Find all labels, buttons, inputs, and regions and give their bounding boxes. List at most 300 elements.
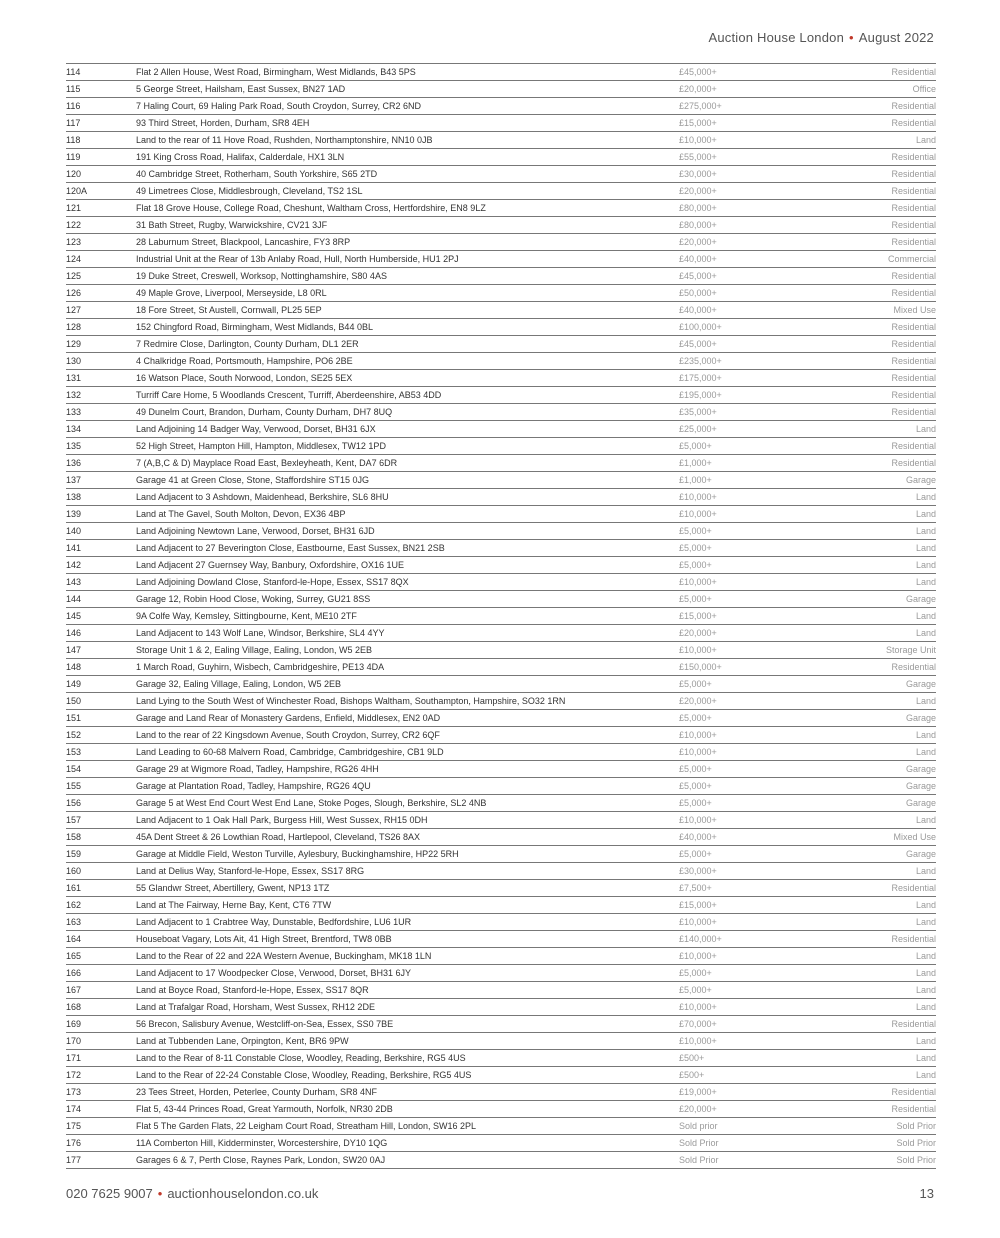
property-type: Residential <box>829 438 936 455</box>
lot-address: Garage 41 at Green Close, Stone, Staffordshire ST15 0JG <box>136 472 679 489</box>
property-type: Garage <box>829 795 936 812</box>
lot-address: 9A Colfe Way, Kemsley, Sittingbourne, Kent, ME10 2TF <box>136 608 679 625</box>
guide-price: £10,000+ <box>679 727 829 744</box>
lot-address: Garage and Land Rear of Monastery Gardens, Enfield, Middlesex, EN2 0AD <box>136 710 679 727</box>
guide-price: £5,000+ <box>679 523 829 540</box>
property-type: Residential <box>829 455 936 472</box>
property-type: Land <box>829 574 936 591</box>
guide-price: £40,000+ <box>679 829 829 846</box>
guide-price: £20,000+ <box>679 693 829 710</box>
guide-price: £5,000+ <box>679 438 829 455</box>
lot-number: 159 <box>66 846 136 863</box>
guide-price: £80,000+ <box>679 217 829 234</box>
lot-row[interactable] <box>66 659 936 676</box>
property-type: Land <box>829 506 936 523</box>
guide-price: £20,000+ <box>679 234 829 251</box>
lot-row[interactable] <box>66 1050 936 1067</box>
lot-address: Land Adjoining Dowland Close, Stanford-le-Hope, Essex, SS17 8QX <box>136 574 679 591</box>
guide-price: £30,000+ <box>679 863 829 880</box>
property-type: Land <box>829 523 936 540</box>
property-type: Residential <box>829 64 936 81</box>
lot-row[interactable] <box>66 421 936 438</box>
guide-price: £20,000+ <box>679 1101 829 1118</box>
lot-row[interactable] <box>66 336 936 353</box>
lot-number: 151 <box>66 710 136 727</box>
lot-number: 121 <box>66 200 136 217</box>
lot-row[interactable] <box>66 149 936 166</box>
property-type: Land <box>829 1033 936 1050</box>
property-type: Residential <box>829 217 936 234</box>
property-type: Residential <box>829 659 936 676</box>
lot-address: Land Adjacent to 1 Crabtree Way, Dunstable, Bedfordshire, LU6 1UR <box>136 914 679 931</box>
lot-row[interactable] <box>66 489 936 506</box>
property-type: Garage <box>829 778 936 795</box>
guide-price: £15,000+ <box>679 115 829 132</box>
lot-row[interactable] <box>66 251 936 268</box>
lot-number: 155 <box>66 778 136 795</box>
lot-number: 148 <box>66 659 136 676</box>
lot-row[interactable] <box>66 285 936 302</box>
lot-address: 7 (A,B,C & D) Mayplace Road East, Bexleyheath, Kent, DA7 6DR <box>136 455 679 472</box>
guide-price: £10,000+ <box>679 999 829 1016</box>
property-type: Residential <box>829 387 936 404</box>
lot-row[interactable] <box>66 353 936 370</box>
lot-row[interactable] <box>66 200 936 217</box>
lot-number: 114 <box>66 64 136 81</box>
property-type: Land <box>829 914 936 931</box>
lot-address: Land Adjacent to 17 Woodpecker Close, Verwood, Dorset, BH31 6JY <box>136 965 679 982</box>
property-type: Land <box>829 693 936 710</box>
lot-number: 157 <box>66 812 136 829</box>
lot-row[interactable] <box>66 438 936 455</box>
property-type: Garage <box>829 846 936 863</box>
lot-address: 16 Watson Place, South Norwood, London, SE25 5EX <box>136 370 679 387</box>
lot-number: 116 <box>66 98 136 115</box>
lot-number: 136 <box>66 455 136 472</box>
property-type: Residential <box>829 1101 936 1118</box>
guide-price: £5,000+ <box>679 761 829 778</box>
lot-row[interactable] <box>66 812 936 829</box>
property-type: Residential <box>829 183 936 200</box>
property-type: Land <box>829 421 936 438</box>
guide-price: £5,000+ <box>679 540 829 557</box>
property-type: Residential <box>829 115 936 132</box>
lot-row[interactable] <box>66 574 936 591</box>
lot-row[interactable] <box>66 608 936 625</box>
lot-address: Land to the Rear of 8-11 Constable Close, Woodley, Reading, Berkshire, RG5 4US <box>136 1050 679 1067</box>
guide-price: £45,000+ <box>679 64 829 81</box>
lot-address: 1 March Road, Guyhirn, Wisbech, Cambridgeshire, PE13 4DA <box>136 659 679 676</box>
lot-row[interactable] <box>66 863 936 880</box>
lot-address: Land at Tubbenden Lane, Orpington, Kent, BR6 9PW <box>136 1033 679 1050</box>
lot-number: 166 <box>66 965 136 982</box>
lot-number: 174 <box>66 1101 136 1118</box>
property-type: Residential <box>829 98 936 115</box>
lot-address: 23 Tees Street, Horden, Peterlee, County Durham, SR8 4NF <box>136 1084 679 1101</box>
lot-address: 5 George Street, Hailsham, East Sussex, BN27 1AD <box>136 81 679 98</box>
lot-number: 119 <box>66 149 136 166</box>
property-type: Garage <box>829 761 936 778</box>
lot-number: 146 <box>66 625 136 642</box>
guide-price: £20,000+ <box>679 81 829 98</box>
guide-price: £100,000+ <box>679 319 829 336</box>
lot-row[interactable] <box>66 1152 936 1169</box>
lot-number: 145 <box>66 608 136 625</box>
property-type: Residential <box>829 1084 936 1101</box>
lot-number: 175 <box>66 1118 136 1135</box>
guide-price: £5,000+ <box>679 846 829 863</box>
lot-number: 126 <box>66 285 136 302</box>
guide-price: Sold Prior <box>679 1152 829 1169</box>
lot-address: Land Adjacent to 1 Oak Hall Park, Burgess Hill, West Sussex, RH15 0DH <box>136 812 679 829</box>
lot-row[interactable] <box>66 1016 936 1033</box>
lot-address: 52 High Street, Hampton Hill, Hampton, Middlesex, TW12 1PD <box>136 438 679 455</box>
property-type: Land <box>829 965 936 982</box>
lot-number: 125 <box>66 268 136 285</box>
lot-address: Garage at Plantation Road, Tadley, Hampshire, RG26 4QU <box>136 778 679 795</box>
lot-row[interactable] <box>66 132 936 149</box>
property-type: Office <box>829 81 936 98</box>
lot-row[interactable] <box>66 217 936 234</box>
lot-number: 171 <box>66 1050 136 1067</box>
guide-price: £235,000+ <box>679 353 829 370</box>
property-type: Land <box>829 1067 936 1084</box>
lot-number: 131 <box>66 370 136 387</box>
lot-address: 191 King Cross Road, Halifax, Calderdale, HX1 3LN <box>136 149 679 166</box>
lot-address: 7 Haling Court, 69 Haling Park Road, South Croydon, Surrey, CR2 6ND <box>136 98 679 115</box>
lot-number: 142 <box>66 557 136 574</box>
lot-address: 49 Maple Grove, Liverpool, Merseyside, L8 0RL <box>136 285 679 302</box>
lot-row[interactable] <box>66 710 936 727</box>
guide-price: £5,000+ <box>679 778 829 795</box>
lot-number: 134 <box>66 421 136 438</box>
lot-address: Land Adjacent 27 Guernsey Way, Banbury, Oxfordshire, OX16 1UE <box>136 557 679 574</box>
property-type: Garage <box>829 591 936 608</box>
guide-price: £70,000+ <box>679 1016 829 1033</box>
property-type: Sold Prior <box>829 1118 936 1135</box>
guide-price: £80,000+ <box>679 200 829 217</box>
guide-price: £10,000+ <box>679 744 829 761</box>
lot-number: 177 <box>66 1152 136 1169</box>
property-type: Garage <box>829 710 936 727</box>
lot-number: 135 <box>66 438 136 455</box>
lot-number: 168 <box>66 999 136 1016</box>
lot-row[interactable] <box>66 1101 936 1118</box>
guide-price: £25,000+ <box>679 421 829 438</box>
property-type: Storage Unit <box>829 642 936 659</box>
lot-row[interactable] <box>66 999 936 1016</box>
lot-address: 19 Duke Street, Creswell, Worksop, Nottinghamshire, S80 4AS <box>136 268 679 285</box>
page-number: 13 <box>919 1186 934 1201</box>
lot-row[interactable] <box>66 693 936 710</box>
lot-number: 132 <box>66 387 136 404</box>
guide-price: £10,000+ <box>679 812 829 829</box>
guide-price: £20,000+ <box>679 625 829 642</box>
lot-row[interactable] <box>66 676 936 693</box>
property-type: Residential <box>829 268 936 285</box>
lot-row[interactable] <box>66 744 936 761</box>
catalogue-date: August 2022 <box>858 30 934 45</box>
lot-address: 49 Limetrees Close, Middlesbrough, Cleveland, TS2 1SL <box>136 183 679 200</box>
guide-price: £7,500+ <box>679 880 829 897</box>
guide-price: £275,000+ <box>679 98 829 115</box>
guide-price: £40,000+ <box>679 302 829 319</box>
property-type: Land <box>829 982 936 999</box>
lot-address: 56 Brecon, Salisbury Avenue, Westcliff-on-Sea, Essex, SS0 7BE <box>136 1016 679 1033</box>
phone-number[interactable]: 020 7625 9007 <box>66 1186 153 1201</box>
lot-address: Land at Boyce Road, Stanford-le-Hope, Essex, SS17 8QR <box>136 982 679 999</box>
lot-row[interactable] <box>66 302 936 319</box>
guide-price: £19,000+ <box>679 1084 829 1101</box>
property-type: Sold Prior <box>829 1152 936 1169</box>
lot-number: 167 <box>66 982 136 999</box>
lot-row[interactable] <box>66 931 936 948</box>
lot-number: 163 <box>66 914 136 931</box>
lot-row[interactable] <box>66 183 936 200</box>
lot-row[interactable] <box>66 472 936 489</box>
property-type: Garage <box>829 472 936 489</box>
guide-price: £15,000+ <box>679 897 829 914</box>
lot-number: 115 <box>66 81 136 98</box>
lot-address: Land at Trafalgar Road, Horsham, West Sussex, RH12 2DE <box>136 999 679 1016</box>
guide-price: £5,000+ <box>679 676 829 693</box>
lot-row[interactable] <box>66 234 936 251</box>
guide-price: £55,000+ <box>679 149 829 166</box>
lot-row[interactable] <box>66 795 936 812</box>
lot-number: 165 <box>66 948 136 965</box>
lot-row[interactable] <box>66 319 936 336</box>
lot-row[interactable] <box>66 1118 936 1135</box>
property-type: Land <box>829 540 936 557</box>
guide-price: £35,000+ <box>679 404 829 421</box>
lot-number: 164 <box>66 931 136 948</box>
lot-address: Storage Unit 1 & 2, Ealing Village, Ealing, London, W5 2EB <box>136 642 679 659</box>
lot-address: 4 Chalkridge Road, Portsmouth, Hampshire, PO6 2BE <box>136 353 679 370</box>
lot-number: 133 <box>66 404 136 421</box>
lot-row[interactable] <box>66 557 936 574</box>
lot-row[interactable] <box>66 404 936 421</box>
guide-price: £10,000+ <box>679 642 829 659</box>
lot-number: 139 <box>66 506 136 523</box>
lot-address: Land Adjoining Newtown Lane, Verwood, Dorset, BH31 6JD <box>136 523 679 540</box>
lot-row[interactable] <box>66 591 936 608</box>
property-type: Commercial <box>829 251 936 268</box>
guide-price: £10,000+ <box>679 489 829 506</box>
lot-row[interactable] <box>66 778 936 795</box>
property-type: Residential <box>829 370 936 387</box>
guide-price: £5,000+ <box>679 710 829 727</box>
lot-address: 7 Redmire Close, Darlington, County Durham, DL1 2ER <box>136 336 679 353</box>
guide-price: £10,000+ <box>679 948 829 965</box>
lot-number: 149 <box>66 676 136 693</box>
lot-number: 122 <box>66 217 136 234</box>
lot-address: 31 Bath Street, Rugby, Warwickshire, CV21 3JF <box>136 217 679 234</box>
property-type: Garage <box>829 676 936 693</box>
lot-address: Flat 18 Grove House, College Road, Cheshunt, Waltham Cross, Hertfordshire, EN8 9LZ <box>136 200 679 217</box>
lot-row[interactable] <box>66 880 936 897</box>
lot-address: Flat 2 Allen House, West Road, Birmingham, West Midlands, B43 5PS <box>136 64 679 81</box>
lot-address: Garage 32, Ealing Village, Ealing, London, W5 2EB <box>136 676 679 693</box>
website-link[interactable]: auctionhouselondon.co.uk <box>167 1186 319 1201</box>
lot-row[interactable] <box>66 965 936 982</box>
lot-address: 40 Cambridge Street, Rotherham, South Yorkshire, S65 2TD <box>136 166 679 183</box>
lot-row[interactable] <box>66 1033 936 1050</box>
guide-price: £10,000+ <box>679 1033 829 1050</box>
lot-row[interactable] <box>66 948 936 965</box>
guide-price: £150,000+ <box>679 659 829 676</box>
lot-address: Land Adjoining 14 Badger Way, Verwood, Dorset, BH31 6JX <box>136 421 679 438</box>
lot-address: Industrial Unit at the Rear of 13b Anlaby Road, Hull, North Humberside, HU1 2PJ <box>136 251 679 268</box>
lot-row[interactable] <box>66 98 936 115</box>
lot-address: 93 Third Street, Horden, Durham, SR8 4EH <box>136 115 679 132</box>
guide-price: £20,000+ <box>679 183 829 200</box>
property-type: Residential <box>829 234 936 251</box>
property-type: Residential <box>829 149 936 166</box>
lot-row[interactable] <box>66 370 936 387</box>
property-type: Land <box>829 863 936 880</box>
lots-table <box>66 63 936 1169</box>
guide-price: £5,000+ <box>679 591 829 608</box>
guide-price: £1,000+ <box>679 472 829 489</box>
lot-number: 128 <box>66 319 136 336</box>
lot-address: Land to the rear of 22 Kingsdown Avenue, South Croydon, Surrey, CR2 6QF <box>136 727 679 744</box>
guide-price: £1,000+ <box>679 455 829 472</box>
lot-row[interactable] <box>66 268 936 285</box>
lot-address: 49 Dunelm Court, Brandon, Durham, County Durham, DH7 8UQ <box>136 404 679 421</box>
lot-address: Garage 5 at West End Court West End Lane, Stoke Poges, Slough, Berkshire, SL2 4NB <box>136 795 679 812</box>
lot-number: 124 <box>66 251 136 268</box>
property-type: Land <box>829 999 936 1016</box>
lot-address: 11A Comberton Hill, Kidderminster, Worcestershire, DY10 1QG <box>136 1135 679 1152</box>
lot-row[interactable] <box>66 540 936 557</box>
lot-address: Garage 29 at Wigmore Road, Tadley, Hampshire, RG26 4HH <box>136 761 679 778</box>
property-type: Land <box>829 727 936 744</box>
lot-address: 152 Chingford Road, Birmingham, West Midlands, B44 0BL <box>136 319 679 336</box>
lot-number: 130 <box>66 353 136 370</box>
lot-row[interactable] <box>66 523 936 540</box>
lot-address: 28 Laburnum Street, Blackpool, Lancashire, FY3 8RP <box>136 234 679 251</box>
lot-address: Land Adjacent to 143 Wolf Lane, Windsor, Berkshire, SL4 4YY <box>136 625 679 642</box>
guide-price: £5,000+ <box>679 557 829 574</box>
lot-row[interactable] <box>66 1135 936 1152</box>
lot-address: Land Leading to 60-68 Malvern Road, Cambridge, Cambridgeshire, CB1 9LD <box>136 744 679 761</box>
lot-address: Houseboat Vagary, Lots Ait, 41 High Street, Brentford, TW8 0BB <box>136 931 679 948</box>
property-type: Land <box>829 608 936 625</box>
property-type: Residential <box>829 319 936 336</box>
guide-price: £10,000+ <box>679 132 829 149</box>
guide-price: £50,000+ <box>679 285 829 302</box>
lot-row[interactable] <box>66 642 936 659</box>
lot-number: 153 <box>66 744 136 761</box>
page-header <box>708 30 934 45</box>
lot-number: 147 <box>66 642 136 659</box>
lot-address: Land Adjacent to 27 Beverington Close, Eastbourne, East Sussex, BN21 2SB <box>136 540 679 557</box>
property-type: Land <box>829 557 936 574</box>
guide-price: Sold prior <box>679 1118 829 1135</box>
property-type: Residential <box>829 353 936 370</box>
property-type: Residential <box>829 166 936 183</box>
lot-address: Land to the rear of 11 Hove Road, Rushden, Northamptonshire, NN10 0JB <box>136 132 679 149</box>
lot-row[interactable] <box>66 625 936 642</box>
lot-number: 176 <box>66 1135 136 1152</box>
property-type: Residential <box>829 200 936 217</box>
property-type: Mixed Use <box>829 829 936 846</box>
lot-address: Land Lying to the South West of Winchester Road, Bishops Waltham, Southampton, Hampshire, SO32 1RN <box>136 693 679 710</box>
guide-price: £5,000+ <box>679 965 829 982</box>
lot-row[interactable] <box>66 387 936 404</box>
lot-row[interactable] <box>66 1084 936 1101</box>
guide-price: £30,000+ <box>679 166 829 183</box>
property-type: Residential <box>829 880 936 897</box>
lot-row[interactable] <box>66 81 936 98</box>
lot-row[interactable] <box>66 829 936 846</box>
lot-row[interactable] <box>66 761 936 778</box>
lot-number: 170 <box>66 1033 136 1050</box>
lot-number: 173 <box>66 1084 136 1101</box>
lot-row[interactable] <box>66 1067 936 1084</box>
lot-row[interactable] <box>66 64 936 81</box>
property-type: Residential <box>829 1016 936 1033</box>
lot-row[interactable] <box>66 506 936 523</box>
guide-price: £140,000+ <box>679 931 829 948</box>
footer-separator: • <box>157 1186 163 1201</box>
property-type: Land <box>829 489 936 506</box>
property-type: Land <box>829 948 936 965</box>
lot-row[interactable] <box>66 846 936 863</box>
lot-number: 152 <box>66 727 136 744</box>
lot-address: 45A Dent Street & 26 Lowthian Road, Hartlepool, Cleveland, TS26 8AX <box>136 829 679 846</box>
lot-number: 138 <box>66 489 136 506</box>
guide-price: £10,000+ <box>679 506 829 523</box>
lot-number: 172 <box>66 1067 136 1084</box>
property-type: Land <box>829 897 936 914</box>
lot-row[interactable] <box>66 982 936 999</box>
guide-price: £5,000+ <box>679 795 829 812</box>
guide-price: £500+ <box>679 1050 829 1067</box>
property-type: Residential <box>829 404 936 421</box>
guide-price: £45,000+ <box>679 336 829 353</box>
property-type: Land <box>829 625 936 642</box>
lot-row[interactable] <box>66 914 936 931</box>
lot-address: Land at The Gavel, South Molton, Devon, EX36 4BP <box>136 506 679 523</box>
lot-row[interactable] <box>66 897 936 914</box>
lot-address: Land at The Fairway, Herne Bay, Kent, CT6 7TW <box>136 897 679 914</box>
guide-price: £45,000+ <box>679 268 829 285</box>
lot-number: 137 <box>66 472 136 489</box>
lot-row[interactable] <box>66 727 936 744</box>
lot-number: 158 <box>66 829 136 846</box>
lot-number: 127 <box>66 302 136 319</box>
lot-number: 160 <box>66 863 136 880</box>
guide-price: £195,000+ <box>679 387 829 404</box>
header-separator: • <box>849 30 854 45</box>
lot-address: Turriff Care Home, 5 Woodlands Crescent, Turriff, Aberdeenshire, AB53 4DD <box>136 387 679 404</box>
lot-number: 169 <box>66 1016 136 1033</box>
lot-row[interactable] <box>66 115 936 132</box>
lot-row[interactable] <box>66 166 936 183</box>
lot-number: 123 <box>66 234 136 251</box>
lot-number: 118 <box>66 132 136 149</box>
lot-address: Garage at Middle Field, Weston Turville, Aylesbury, Buckinghamshire, HP22 5RH <box>136 846 679 863</box>
lot-address: Land to the Rear of 22-24 Constable Close, Woodley, Reading, Berkshire, RG5 4US <box>136 1067 679 1084</box>
property-type: Residential <box>829 336 936 353</box>
lot-row[interactable] <box>66 455 936 472</box>
guide-price: £175,000+ <box>679 370 829 387</box>
lot-address: Garage 12, Robin Hood Close, Woking, Surrey, GU21 8SS <box>136 591 679 608</box>
property-type: Land <box>829 132 936 149</box>
lot-number: 129 <box>66 336 136 353</box>
lot-number: 156 <box>66 795 136 812</box>
